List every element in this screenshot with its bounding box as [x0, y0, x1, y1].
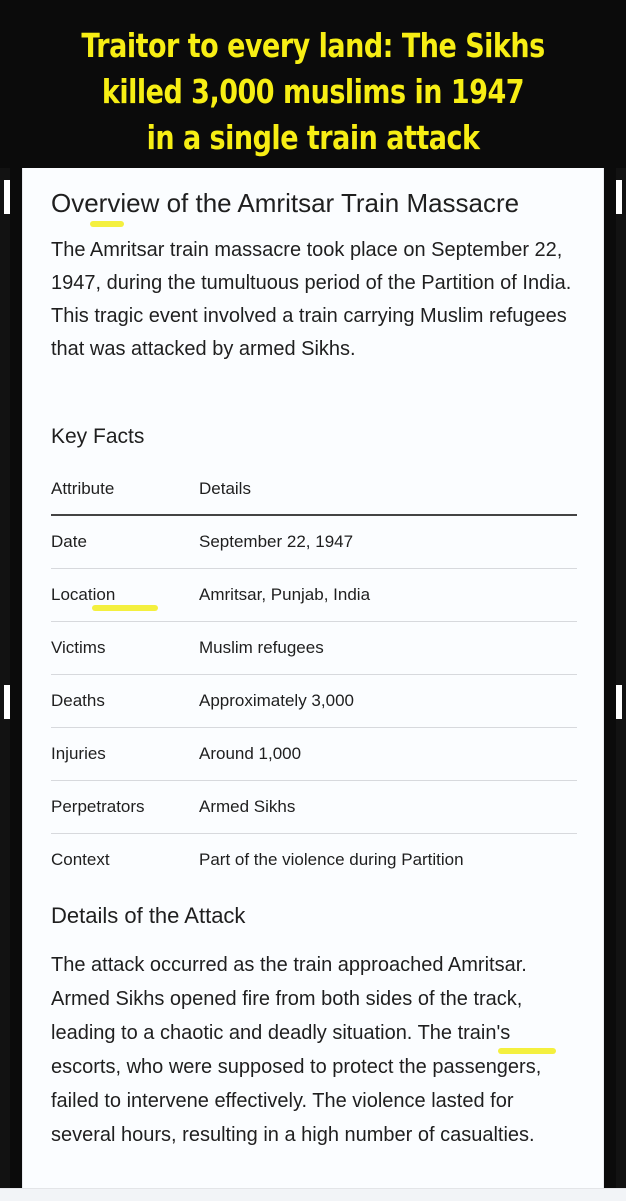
frame-marker	[616, 685, 622, 719]
attack-details-paragraph: The attack occurred as the train approached Amritsar. Armed Sikhs opened fire from both sides of the track, leading to a chaotic and deadly situation. The train's escorts, who were supposed to protect the passengers, failed to intervene effectively. The violence lasted for several hours, resulting in a high number of casualties.	[51, 954, 542, 1146]
highlight-mark	[498, 1048, 556, 1054]
attribute-cell: Location	[51, 569, 199, 622]
details-cell: Amritsar, Punjab, India	[199, 569, 577, 622]
key-facts-table	[51, 464, 577, 886]
table-row	[51, 675, 577, 728]
frame-marker	[4, 685, 10, 719]
headline-line-3: in a single train attack	[146, 119, 480, 158]
highlight-mark	[92, 605, 158, 611]
details-cell: September 22, 1947	[199, 515, 577, 569]
table-row	[51, 622, 577, 675]
attribute-cell: Victims	[51, 622, 199, 675]
headline-line-1: Traitor to every land: The Sikhs	[81, 27, 545, 66]
table-row	[51, 569, 577, 622]
table-row	[51, 515, 577, 569]
column-header-attribute: Attribute	[51, 464, 199, 515]
details-cell: Part of the violence during Partition	[199, 850, 464, 869]
table-header-row	[51, 464, 577, 515]
headline-banner	[0, 0, 626, 168]
details-cell: Around 1,000	[199, 728, 577, 781]
attribute-cell: Deaths	[51, 675, 199, 728]
attribute-cell: Injuries	[51, 728, 199, 781]
right-frame	[616, 168, 626, 1200]
frame-marker	[4, 180, 10, 214]
headline-line-2: killed 3,000 muslims in 1947	[101, 73, 525, 112]
overview-heading: Overview of the Amritsar Train Massacre	[51, 188, 520, 218]
attribute-cell: Date	[51, 515, 199, 569]
left-frame	[0, 168, 10, 1200]
highlight-mark	[90, 221, 124, 227]
details-cell: Armed Sikhs	[199, 781, 577, 834]
details-cell: Approximately 3,000	[199, 675, 577, 728]
attack-details-heading: Details of the Attack	[51, 903, 246, 928]
attribute-cell: Perpetrators	[51, 781, 199, 834]
overview-paragraph: The Amritsar train massacre took place on September 22, 1947, during the tumultuous period of the Partition of India. This tragic event involved a train carrying Muslim refugees that was attacked by armed Sikhs.	[51, 239, 572, 360]
table-row	[51, 781, 577, 834]
attribute-cell: Context	[51, 850, 110, 869]
frame-marker	[616, 180, 622, 214]
key-facts-heading: Key Facts	[51, 425, 145, 448]
article-card	[22, 168, 604, 1200]
bottom-edge	[0, 1188, 626, 1201]
table-row	[51, 834, 577, 887]
details-cell: Muslim refugees	[199, 622, 577, 675]
table-row	[51, 728, 577, 781]
column-header-details: Details	[199, 464, 577, 515]
